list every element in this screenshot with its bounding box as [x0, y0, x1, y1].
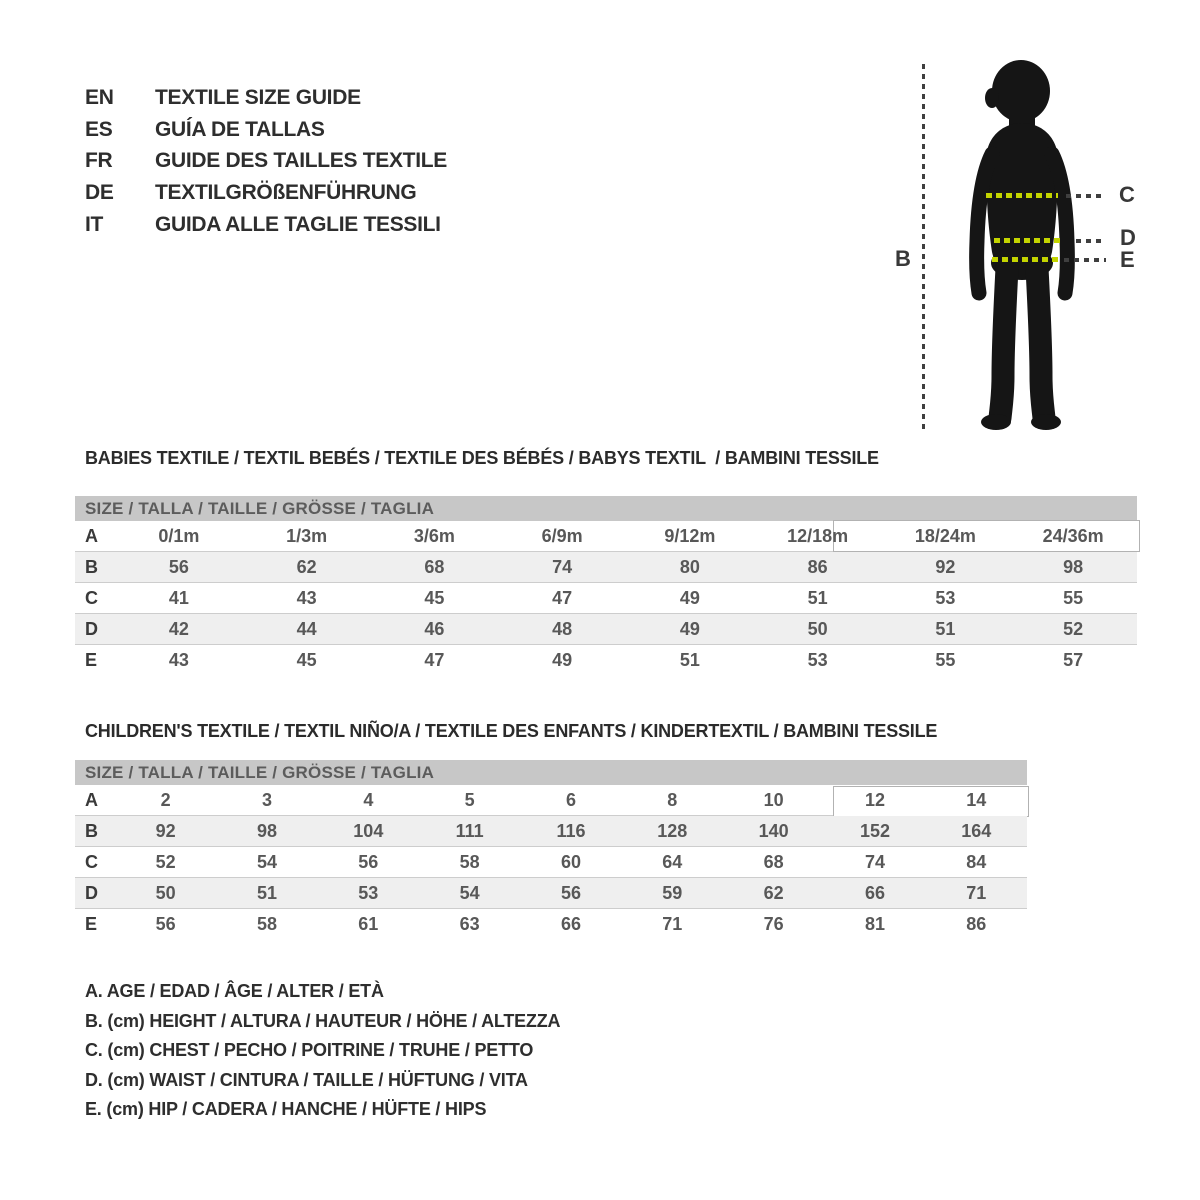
cell: 12 [824, 785, 925, 816]
cell: 152 [824, 816, 925, 847]
cell: 92 [882, 552, 1010, 583]
cell: 61 [358, 913, 379, 934]
language-title: TEXTILGRÖßENFÜHRUNG [155, 181, 417, 205]
cell: 51 [679, 649, 700, 670]
cell: 47 [424, 649, 445, 670]
language-title-list [85, 82, 447, 241]
cell: 64 [622, 847, 723, 878]
cell: 55 [935, 649, 956, 670]
cell: 111 [419, 816, 520, 847]
table-header-row [75, 760, 1027, 785]
table-row-chest [75, 583, 1137, 614]
table-row-age [75, 521, 1137, 552]
language-code: IT [85, 213, 104, 237]
cell: 80 [626, 552, 754, 583]
cell: 68 [371, 552, 499, 583]
cell: 50 [115, 878, 216, 909]
cell: 84 [926, 847, 1027, 878]
cell: 74 [824, 847, 925, 878]
cell: 68 [723, 847, 824, 878]
cell: 18/24m [882, 521, 1010, 552]
cell: 71 [662, 913, 683, 934]
cell: 14 [926, 785, 1027, 816]
language-code: DE [85, 181, 114, 205]
cell: 49 [552, 649, 573, 670]
cell: 48 [498, 614, 626, 645]
cell: 56 [520, 878, 621, 909]
cell: 50 [754, 614, 882, 645]
cell: 0/1m [115, 521, 243, 552]
cell: 81 [864, 913, 885, 934]
cell: 71 [926, 878, 1027, 909]
cell: 62 [723, 878, 824, 909]
cell: 53 [318, 878, 419, 909]
cell: 46 [371, 614, 499, 645]
language-row-it [85, 209, 447, 241]
language-row-fr [85, 146, 447, 178]
cell: 56 [115, 552, 243, 583]
cell: 42 [115, 614, 243, 645]
cell: 98 [216, 816, 317, 847]
cell: 45 [296, 649, 317, 670]
row-label: C [75, 847, 115, 878]
cell: 53 [807, 649, 828, 670]
cell: 164 [926, 816, 1027, 847]
cell: 2 [115, 785, 216, 816]
chest-label: C [1119, 182, 1135, 207]
cell: 53 [882, 583, 1010, 614]
row-label: B [75, 552, 115, 583]
cell: 86 [966, 913, 987, 934]
language-code: FR [85, 149, 113, 173]
height-label: B [895, 246, 911, 271]
cell: 47 [498, 583, 626, 614]
cell: 51 [882, 614, 1010, 645]
cell: 104 [318, 816, 419, 847]
table-row-height [75, 816, 1027, 847]
cell: 62 [243, 552, 371, 583]
legend-height: B. (cm) HEIGHT / ALTURA / HAUTEUR / HÖHE / ALTEZZA [85, 1010, 561, 1031]
row-label: C [75, 583, 115, 614]
cell: 58 [419, 847, 520, 878]
cell: 6/9m [498, 521, 626, 552]
language-title: GUIDA ALLE TAGLIE TESSILI [155, 213, 441, 237]
cell: 52 [115, 847, 216, 878]
table-row-chest [75, 847, 1027, 878]
cell: 56 [318, 847, 419, 878]
cell: 3/6m [371, 521, 499, 552]
cell: 58 [256, 913, 277, 934]
legend-age: A. AGE / EDAD / ÂGE / ALTER / ETÀ [85, 981, 384, 1002]
table-header: SIZE / TALLA / TAILLE / GRÖSSE / TAGLIA [75, 760, 1027, 785]
cell: 10 [723, 785, 824, 816]
row-label: E [85, 649, 98, 670]
language-code: EN [85, 85, 114, 109]
cell: 140 [723, 816, 824, 847]
cell: 3 [216, 785, 317, 816]
child-silhouette [940, 56, 1100, 434]
cell: 1/3m [243, 521, 371, 552]
hip-label: E [1120, 247, 1135, 272]
language-title: GUIDE DES TAILLES TEXTILE [155, 149, 447, 173]
waist-measure-line [994, 238, 1060, 243]
cell: 6 [520, 785, 621, 816]
language-title: GUÍA DE TALLAS [155, 117, 325, 141]
language-row-en [85, 82, 447, 114]
cell: 5 [419, 785, 520, 816]
cell: 43 [243, 583, 371, 614]
cell: 55 [1009, 583, 1137, 614]
hip-measure-line [992, 257, 1062, 262]
cell: 51 [216, 878, 317, 909]
hip-lead-line [1064, 258, 1106, 262]
legend-chest: C. (cm) CHEST / PECHO / POITRINE / TRUHE / PETTO [85, 1040, 534, 1061]
cell: 45 [371, 583, 499, 614]
children-section-title: CHILDREN'S TEXTILE / TEXTIL NIÑO/A / TEXTILE DES ENFANTS / KINDERTEXTIL / BAMBINI TESSILE [85, 721, 938, 741]
table-row-age [75, 785, 1027, 816]
height-measure-line [922, 64, 925, 432]
row-label: A [75, 785, 115, 816]
table-header: SIZE / TALLA / TAILLE / GRÖSSE / TAGLIA [75, 496, 1137, 521]
row-label: B [75, 816, 115, 847]
measurement-legend [85, 977, 560, 1125]
cell: 92 [115, 816, 216, 847]
cell: 4 [318, 785, 419, 816]
cell: 128 [622, 816, 723, 847]
language-code: ES [85, 117, 113, 141]
cell: 52 [1009, 614, 1137, 645]
table-row-hip [75, 645, 1137, 676]
cell: 116 [520, 816, 621, 847]
cell: 9/12m [626, 521, 754, 552]
cell: 63 [459, 913, 480, 934]
table-row-hip [75, 909, 1027, 940]
legend-waist: D. (cm) WAIST / CINTURA / TAILLE / HÜFTUNG / VITA [85, 1069, 528, 1090]
cell: 8 [622, 785, 723, 816]
table-row-waist [75, 878, 1027, 909]
language-row-de [85, 177, 447, 209]
cell: 56 [155, 913, 176, 934]
babies-size-table [75, 496, 1137, 675]
waist-label: D [1120, 225, 1136, 250]
row-label: A [75, 521, 115, 552]
cell: 86 [754, 552, 882, 583]
row-label: D [75, 878, 115, 909]
cell: 66 [560, 913, 581, 934]
cell: 74 [498, 552, 626, 583]
babies-section-title: BABIES TEXTILE / TEXTIL BEBÉS / TEXTILE DES BÉBÉS / BABYS TEXTIL / BAMBINI TESSILE [85, 448, 879, 468]
legend-hip: E. (cm) HIP / CADERA / HANCHE / HÜFTE / HIPS [85, 1099, 487, 1120]
cell: 54 [216, 847, 317, 878]
cell: 66 [824, 878, 925, 909]
row-label: D [75, 614, 115, 645]
waist-lead-line [1076, 239, 1106, 243]
cell: 43 [168, 649, 189, 670]
language-row-es [85, 114, 447, 146]
cell: 76 [763, 913, 784, 934]
cell: 51 [754, 583, 882, 614]
cell: 57 [1063, 649, 1084, 670]
cell: 44 [243, 614, 371, 645]
children-size-table [75, 760, 1027, 939]
cell: 98 [1009, 552, 1137, 583]
table-header-row [75, 496, 1137, 521]
cell: 24/36m [1009, 521, 1137, 552]
cell: 49 [626, 583, 754, 614]
cell: 59 [622, 878, 723, 909]
language-title: TEXTILE SIZE GUIDE [155, 85, 361, 109]
chest-measure-line [986, 193, 1058, 198]
table-row-height [75, 552, 1137, 583]
cell: 60 [520, 847, 621, 878]
chest-lead-line [1066, 194, 1106, 198]
cell: 54 [419, 878, 520, 909]
cell: 41 [115, 583, 243, 614]
table-row-waist [75, 614, 1137, 645]
cell: 49 [626, 614, 754, 645]
row-label: E [85, 913, 98, 934]
cell: 12/18m [754, 521, 882, 552]
